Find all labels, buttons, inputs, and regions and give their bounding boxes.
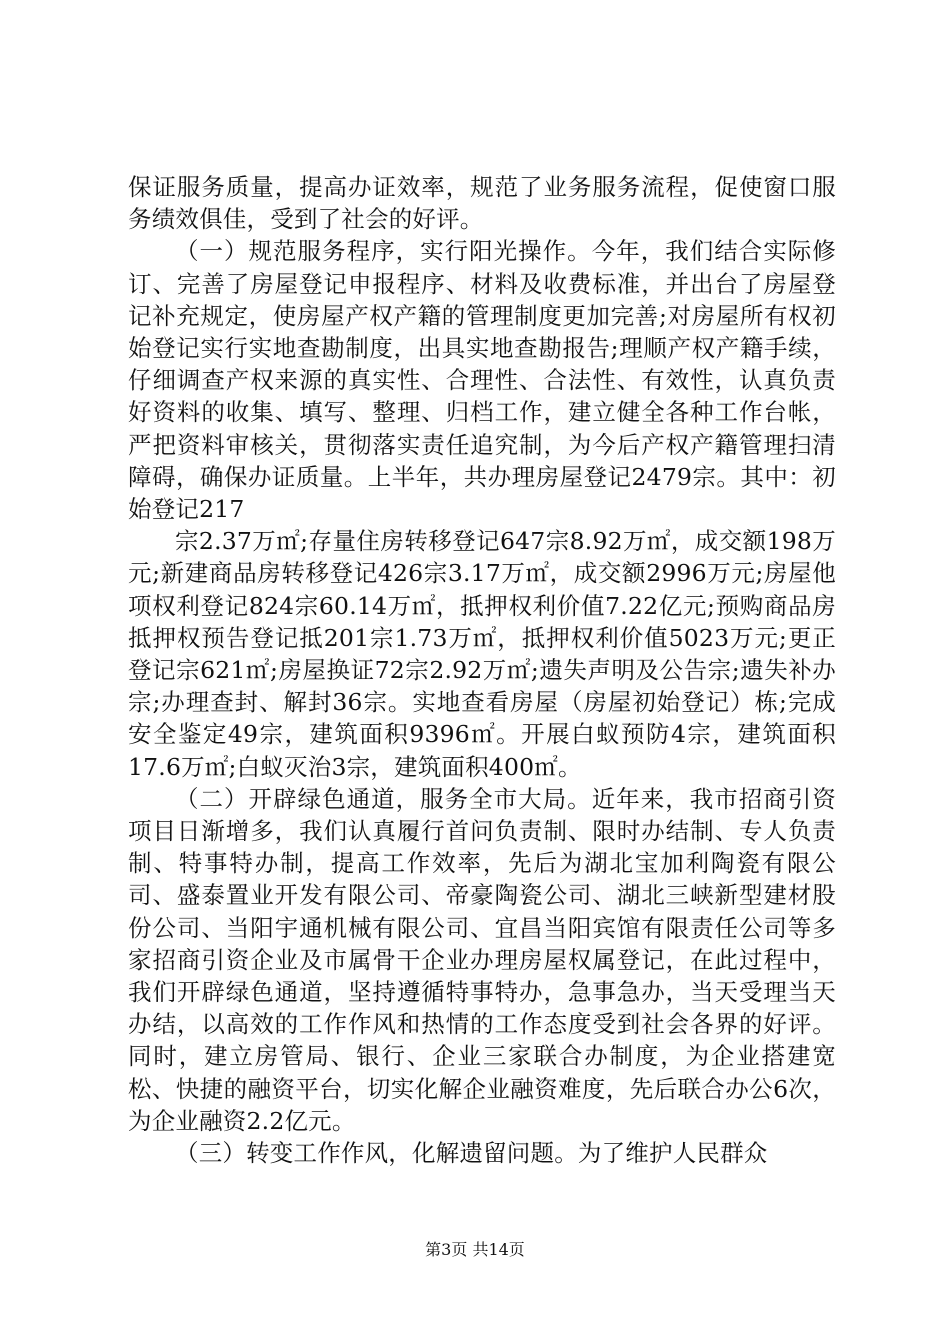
paragraph-section-3: （三）转变工作作风，化解遗留问题。为了维护人民群众 [175,1139,768,1168]
page-number-footer: 第3页 共14页 [425,1240,525,1259]
paragraph-continuation: 保证服务质量，提高办证效率，规范了业务服务流程，促使窗口服务绩效俱佳，受到了社会的好评。 [128,173,836,234]
paragraph-section-1: （一）规范服务程序，实行阳光操作。今年，我们结合实际修订、完善了房屋登记申报程序、材料及收费标准，并出台了房屋登记补充规定，使房屋产权产籍的管理制度更加完善;对房屋所有权初始登记实行实地查勘制度，出具实地查勘报告;理顺产权产籍手续，仔细调查产权来源的真实性、合理性、合法性、有效性，认真负责好资料的收集、填写、整理、归档工作，建立健全各种工作台帐，严把资料审核关，贯彻落实责任追究制，为今后产权产籍管理扫清障碍，确保办证质量。上半年，共办理房屋登记2479宗。其中：初始登记217 [128,237,836,524]
document-body [128,171,836,1169]
paragraph-statistics: 宗2.37万㎡;存量住房转移登记647宗8.92万㎡，成交额198万元;新建商品房转移登记426宗3.17万㎡，成交额2996万元;房屋他项权利登记824宗60.14万㎡，抵押权利价值7.22亿元;预购商品房抵押权预告登记抵201宗1.73万㎡，抵押权利价值5023万元;更正登记宗621㎡;房屋换证72宗2.92万㎡;遗失声明及公告宗;遗失补办宗;办理查封、解封36宗。实地查看房屋（房屋初始登记）栋;完成安全鉴定49宗，建筑面积9396㎡。开展白蚁预防4宗，建筑面积17.6万㎡;白蚁灭治3宗，建筑面积400㎡。 [128,527,836,781]
paragraph-section-2: （二）开辟绿色通道，服务全市大局。近年来，我市招商引资项目日渐增多，我们认真履行首问负责制、限时办结制、专人负责制、特事特办制，提高工作效率，先后为湖北宝加利陶瓷有限公司、盛泰置业开发有限公司、帝豪陶瓷公司、湖北三峡新型建材股份公司、当阳宇通机械有限公司、宜昌当阳宾馆有限责任公司等多家招商引资企业及市属骨干企业办理房屋权属登记，在此过程中，我们开辟绿色通道，坚持遵循特事特办，急事急办，当天受理当天办结，以高效的工作作风和热情的工作态度受到社会各界的好评。同时，建立房管局、银行、企业三家联合办制度，为企业搭建宽松、快捷的融资平台，切实化解企业融资难度，先后联合办公6次，为企业融资2.2亿元。 [128,784,836,1135]
